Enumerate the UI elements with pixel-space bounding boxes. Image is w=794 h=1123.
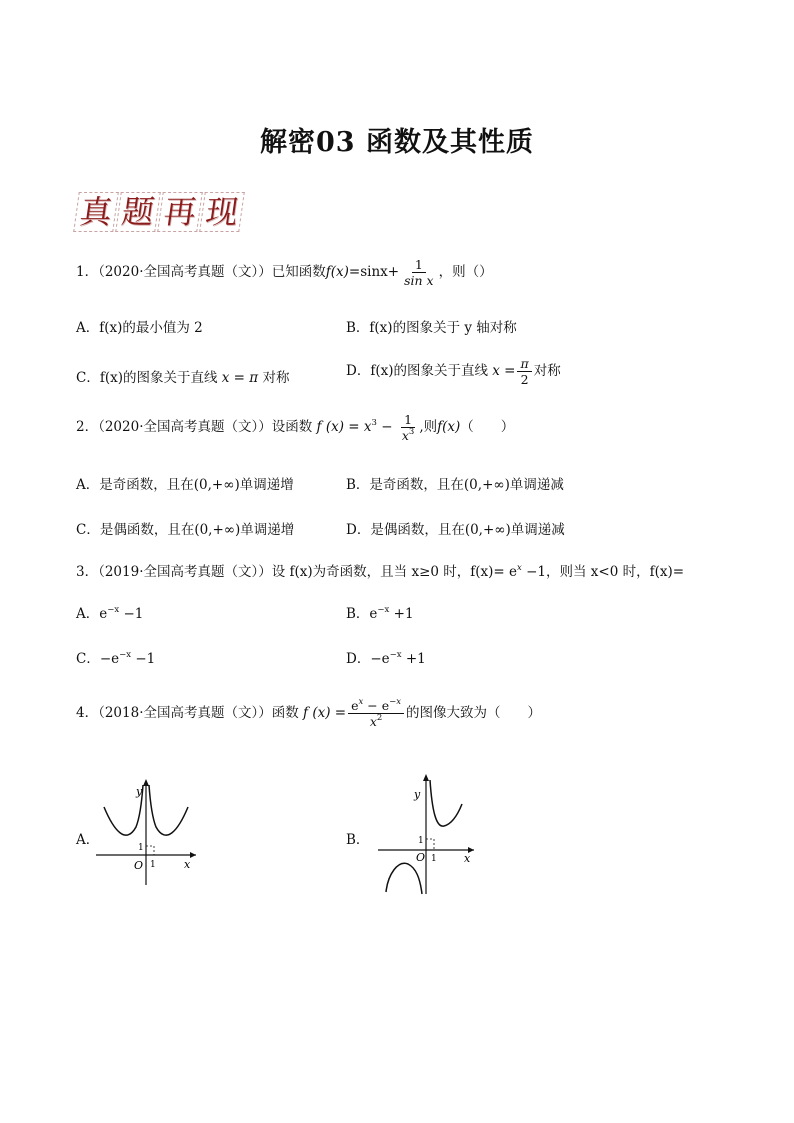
q2-option-c: C．是偶函数，且在(0,+∞)单调递增	[76, 522, 295, 538]
x-label: x	[184, 858, 191, 871]
x-tick-1: 1	[150, 860, 156, 870]
banner-char: 真	[73, 192, 119, 232]
curve-right	[149, 785, 188, 835]
curve-left	[386, 863, 422, 894]
y-label: y	[414, 788, 421, 801]
origin-label: O	[416, 851, 426, 864]
page-title: 解密03 函数及其性质	[260, 127, 534, 158]
q1-option-d: D．f(x)的图象关于直线 x = $\frac{\pi}{2}$ 对称	[346, 356, 561, 387]
q2-option-b: B．是奇函数，且在(0,+∞)单调递减	[346, 477, 564, 493]
q1-eq: =sinx+	[348, 264, 400, 280]
y-tick-1: 1	[138, 843, 144, 853]
q2-option-a: A．是奇函数，且在(0,+∞)单调递增	[76, 477, 294, 493]
q1-stem: 1．（2020·全国高考真题（文））已知函数	[76, 264, 326, 280]
q3-option-a: A．$e^{-x} -1$	[76, 605, 144, 622]
q3-option-c: C．$-e^{-x} -1$	[76, 650, 156, 667]
q2-option-d: D．是偶函数，且在(0,+∞)单调递减	[346, 522, 565, 538]
q4-graph-a	[92, 775, 202, 887]
q1-option-a: A．f(x)的最小值为 2	[76, 320, 203, 336]
banner-char: 题	[115, 192, 161, 232]
q1-option-b: B．f(x)的图象关于 y 轴对称	[346, 320, 517, 336]
q4-option-a-label: A．	[76, 832, 100, 848]
y-axis-arrow	[143, 779, 149, 786]
q1-fraction: $\frac{1}{\text{sin x}}$	[404, 257, 434, 288]
y-label: y	[136, 785, 143, 798]
banner-char: 再	[157, 192, 203, 232]
section-banner	[76, 192, 240, 232]
question-3: 3．（2019·全国高考真题（文））设 f(x)为奇函数，且当 x≥0 时，$f(x)= e^x -1$，则当 x<0 时，f(x)=	[76, 563, 685, 580]
question-2: 2．（2020·全国高考真题（文））设函数 f $(x) = x^3$ − $\frac{1}{x^3}$ ,则f(x)（ ）	[76, 412, 515, 443]
q1-option-c: C．f(x)的图象关于直线 x = π 对称	[76, 370, 290, 386]
x-tick-1: 1	[431, 854, 437, 864]
q1-tail: ，则（）	[438, 264, 493, 280]
origin-label: O	[134, 859, 144, 872]
q3-option-b: B．$e^{-x} +1$	[346, 605, 414, 622]
q4-option-b-label: B．	[346, 832, 370, 848]
q1-fx: f(x)	[325, 264, 349, 280]
x-axis-arrow	[190, 852, 196, 858]
q3-option-d: D．$-e^{-x} +1$	[346, 650, 426, 667]
question-1	[76, 257, 493, 288]
q4-graph-b	[374, 770, 480, 896]
y-axis-arrow	[423, 774, 429, 781]
x-label: x	[464, 852, 471, 865]
banner-char: 现	[199, 192, 245, 232]
curve-right	[430, 780, 462, 826]
y-tick-1: 1	[418, 836, 424, 846]
question-4: 4．（2018·全国高考真题（文））函数 f (x) = $\frac{e^x - e^{-x}}{x^2}$ 的图像大致为（ ）	[76, 697, 542, 729]
